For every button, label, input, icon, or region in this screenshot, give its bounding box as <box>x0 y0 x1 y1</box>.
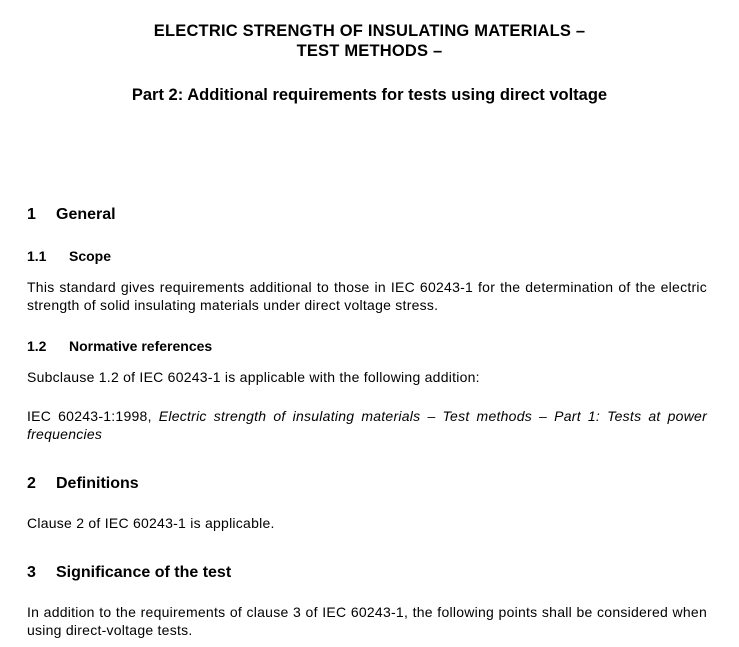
subsection-title: Scope <box>69 248 112 264</box>
title-line-1: ELECTRIC STRENGTH OF INSULATING MATERIALS – <box>153 22 586 40</box>
definitions-paragraph: Clause 2 of IEC 60243-1 is applicable. <box>27 515 275 531</box>
normative-reference-entry <box>27 408 707 443</box>
reference-id: IEC 60243-1:1998, <box>27 408 159 424</box>
significance-paragraph: In addition to the requirements of clause 3 of IEC 60243-1, the following points shall be considered when using direct-voltage tests. <box>27 604 707 638</box>
section-number: 3 <box>27 564 36 581</box>
section-title: Definitions <box>56 475 139 492</box>
document-title <box>0 21 739 61</box>
subsection-1-2-heading <box>27 337 212 355</box>
section-2-heading <box>27 474 139 494</box>
document-subtitle: Part 2: Additional requirements for tests using direct voltage <box>131 86 608 104</box>
section-title: General <box>56 206 116 223</box>
section-title: Significance of the test <box>56 564 232 581</box>
subsection-title: Normative references <box>69 338 213 354</box>
title-line-2: TEST METHODS – <box>296 42 443 60</box>
normative-references-paragraph: Subclause 1.2 of IEC 60243-1 is applicable with the following addition: <box>27 369 480 385</box>
scope-paragraph: This standard gives requirements additional to those in IEC 60243-1 for the determination of the electric strength of solid insulating materials under direct voltage stress. <box>27 279 707 313</box>
section-number: 1 <box>27 206 36 223</box>
reference-title: Electric strength of insulating materials – Test methods – Part 1: Tests at power frequencies <box>27 408 708 442</box>
section-3-heading <box>27 563 231 583</box>
subsection-1-1-heading <box>27 247 111 265</box>
subsection-number: 1.1 <box>27 248 47 264</box>
subsection-number: 1.2 <box>27 338 47 354</box>
section-number: 2 <box>27 475 36 492</box>
section-1-heading <box>27 205 116 225</box>
document-subtitle-block <box>0 85 739 105</box>
